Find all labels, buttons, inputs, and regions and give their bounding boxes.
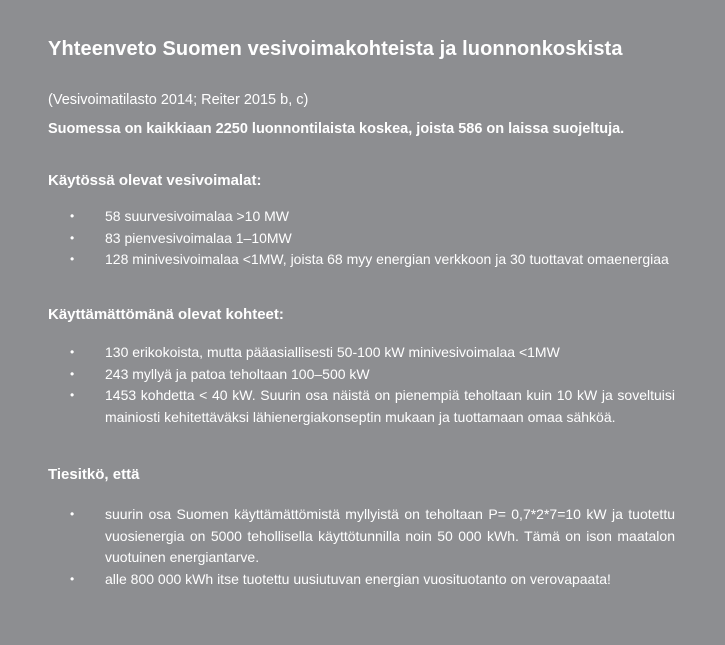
- bullet-icon: •: [70, 571, 75, 586]
- bullet-icon: •: [70, 507, 75, 521]
- page-title: Yhteenveto Suomen vesivoimakohteista ja luonnonkoskista: [48, 38, 623, 60]
- list-item: • 130 erikokoista, mutta pääasiallisesti 50-100 kW minivesivoimalaa <1MW: [48, 342, 675, 364]
- section-list-did-you-know: [48, 504, 675, 590]
- bullet-icon: •: [70, 252, 75, 266]
- list-item: • 243 myllyä ja patoa teholtaan 100–500 kW: [48, 364, 675, 386]
- section-list-unused: [48, 342, 675, 428]
- section-list-in-use: [48, 206, 675, 271]
- list-item: • 83 pienvesivoimalaa 1–10MW: [48, 228, 675, 250]
- bullet-icon: •: [70, 230, 75, 245]
- bullet-icon: •: [70, 388, 75, 402]
- source-citation: (Vesivoimatilasto 2014; Reiter 2015 b, c): [48, 92, 309, 108]
- list-item: • suurin osa Suomen käyttämättömistä myllyistä on teholtaan P= 0,7*2*7=10 kW ja tuotettu vuosienergia on 5000 tehollisella käyttötunnilla noin 50 000 kWh. Tämä on ison maatalon vuotuinen energiantarve.: [70, 506, 675, 565]
- list-item: • 128 minivesivoimalaa <1MW, joista 68 myy energian verkkoon ja 30 tuottavat omaenergiaa: [48, 249, 675, 271]
- section-heading-did-you-know: Tiesitkö, että: [48, 466, 140, 483]
- bullet-icon: •: [70, 366, 75, 381]
- lead-statement: Suomessa on kaikkiaan 2250 luonnontilaista koskea, joista 586 on laissa suojeltuja.: [48, 121, 625, 137]
- list-item: • 58 suurvesivoimalaa >10 MW: [48, 206, 675, 228]
- section-heading-in-use: Käytössä olevat vesivoimalat:: [48, 172, 262, 189]
- list-item: • 1453 kohdetta < 40 kW. Suurin osa näistä on pienempiä teholtaan kuin 10 kW ja soveltuisi mainiosti kehitettäväksi lähienergiakonseptin mukaan ja tuottamaan omaa sähköä.: [70, 387, 675, 425]
- list-item: • alle 800 000 kWh itse tuotettu uusiutuvan energian vuosituotanto on verovapaata!: [48, 569, 675, 591]
- bullet-icon: •: [70, 345, 75, 359]
- bullet-icon: •: [70, 209, 75, 223]
- section-heading-unused: Käyttämättömänä olevat kohteet:: [48, 306, 284, 323]
